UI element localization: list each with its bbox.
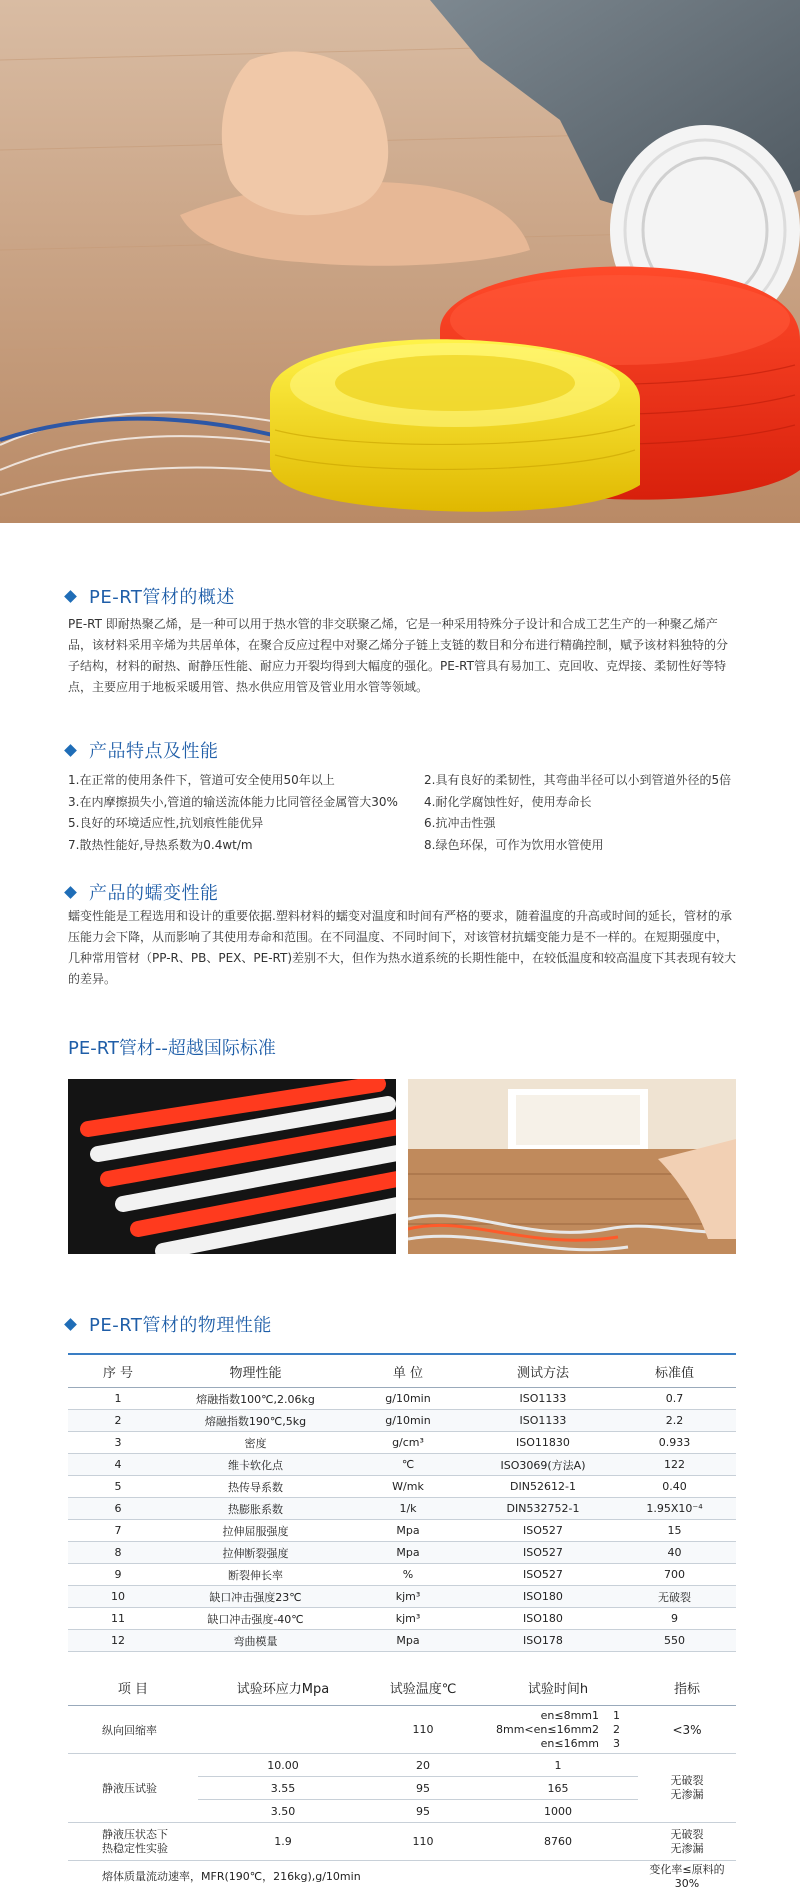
physical-heading (66, 1311, 272, 1337)
label-line: 静液压状态下 (102, 1827, 168, 1841)
standard-title: PE-RT管材--超越国际标准 (68, 1038, 276, 1059)
table-cell: 3.55 (198, 1777, 368, 1800)
table-cell: 0.7 (613, 1388, 736, 1410)
table-cell (478, 1706, 638, 1754)
table-cell: 熔融指数190℃,5kg (168, 1410, 343, 1432)
table-cell: 110 (368, 1706, 478, 1754)
table-cell: Mpa (343, 1542, 473, 1564)
table-cell: 密度 (168, 1432, 343, 1454)
table-row (68, 1432, 736, 1454)
table-cell: g/10min (343, 1410, 473, 1432)
creep-title: 产品的蠕变性能 (89, 883, 219, 904)
table-cell: 静液压试验 (68, 1754, 198, 1823)
table-cell: 8760 (478, 1823, 638, 1861)
table-cell: 5 (68, 1476, 168, 1498)
feature-item: 7.散热性能好,导热系数为0.4wt/m (68, 837, 253, 852)
table-row (68, 1823, 736, 1861)
table-header-row (68, 1669, 736, 1706)
shrink-condition: 8mm<en≤16mm2 (495, 1722, 600, 1736)
column-header: 项 目 (68, 1669, 198, 1706)
table-cell: 0.40 (613, 1476, 736, 1498)
table-cell: ISO180 (473, 1608, 613, 1630)
table-row (68, 1630, 736, 1652)
table-row (68, 1542, 736, 1564)
index-line: 无渗漏 (670, 1788, 704, 1801)
shrink-condition: en≤16mm (540, 1736, 600, 1750)
table-cell: 2.2 (613, 1410, 736, 1432)
feature-item: 5.良好的环境适应性,抗划痕性能优异 (68, 816, 264, 830)
table-row (68, 1388, 736, 1410)
table-cell: 165 (478, 1777, 638, 1800)
table-row (68, 1564, 736, 1586)
feature-item: 6.抗冲击性强 (424, 816, 496, 830)
table-cell: ℃ (343, 1454, 473, 1476)
table-cell: 热传导系数 (168, 1476, 343, 1498)
table-cell (638, 1754, 736, 1823)
bullet-diamond-icon (64, 886, 77, 899)
column-header: 试验时间h (478, 1669, 638, 1706)
table-cell: kjm³ (343, 1586, 473, 1608)
test-table (68, 1669, 736, 1890)
table-cell: 变化率≤原料的30% (649, 1863, 725, 1890)
bullet-diamond-icon (64, 1318, 77, 1331)
table-cell: 断裂伸长率 (168, 1564, 343, 1586)
overview-text: PE-RT 即耐热聚乙烯，是一种可以用于热水管的非交联聚乙烯，它是一种采用特殊分子设计和合成工艺生产的一种聚乙烯产品，该材料采用辛烯为共居单体，在聚合反应过程中对聚乙烯分子链上支链的数目和分布进行精确控制，赋予该材料独特的分子结构，材料的耐热、耐静压性能、耐应力开裂均得到大幅度的强化。PE-RT管具有易加工、克回收、克焊接、柔韧性好等特点，主要应用于地板采暖用管、热水供应用管及管业用水管等领域。 (68, 617, 729, 694)
table-row (68, 1498, 736, 1520)
shrink-number: 3 (613, 1736, 621, 1750)
features-heading (66, 737, 219, 763)
features-row (68, 836, 748, 858)
shrink-condition: en≤8mm1 (540, 1708, 600, 1722)
shrink-number: 1 (613, 1708, 621, 1722)
column-header: 指标 (638, 1669, 736, 1706)
feature-item: 2.具有良好的柔韧性，其弯曲半径可以小到管道外径的5倍 (424, 773, 732, 787)
table-row (68, 1410, 736, 1432)
table-cell: 700 (613, 1564, 736, 1586)
column-header: 序 号 (68, 1354, 168, 1388)
table-cell: 缺口冲击强度-40℃ (168, 1608, 343, 1630)
table-cell: 9 (613, 1608, 736, 1630)
table-cell: 1.9 (198, 1823, 368, 1861)
table-cell: 110 (368, 1823, 478, 1861)
table-cell: 1 (68, 1388, 168, 1410)
table-cell: 12 (68, 1630, 168, 1652)
table-cell: ISO527 (473, 1542, 613, 1564)
table-cell: DIN532752-1 (473, 1498, 613, 1520)
features-row (68, 793, 748, 815)
features-row (68, 814, 748, 836)
table-cell (638, 1823, 736, 1861)
features-title: 产品特点及性能 (89, 741, 219, 762)
table-cell: 弯曲模量 (168, 1630, 343, 1652)
table-cell: 95 (368, 1777, 478, 1800)
table-cell: ISO1133 (473, 1410, 613, 1432)
index-line: 无破裂 (670, 1827, 704, 1841)
table-cell: % (343, 1564, 473, 1586)
table-cell: 1.95X10⁻⁴ (613, 1498, 736, 1520)
table-cell: 拉伸屈服强度 (168, 1520, 343, 1542)
table-cell: 3.50 (198, 1800, 368, 1823)
table-cell: 20 (368, 1754, 478, 1777)
pipes-photo (68, 1079, 396, 1254)
table-cell: 1000 (478, 1800, 638, 1823)
column-header: 标准值 (613, 1354, 736, 1388)
table-row (68, 1861, 736, 1891)
physical-title: PE-RT管材的物理性能 (89, 1315, 272, 1336)
column-header: 试验温度℃ (368, 1669, 478, 1706)
table-cell (198, 1706, 368, 1754)
table-cell: ISO180 (473, 1586, 613, 1608)
index-line: 无破裂 (670, 1774, 704, 1787)
table-cell: ISO1133 (473, 1388, 613, 1410)
floor-heating-photo (408, 1079, 736, 1254)
table-row (68, 1754, 736, 1777)
feature-item: 8.绿色环保，可作为饮用水管使用 (424, 837, 604, 852)
table-cell: 无破裂 (613, 1586, 736, 1608)
overview-title: PE-RT管材的概述 (89, 587, 235, 608)
table-cell: <3% (638, 1706, 736, 1754)
creep-text: 蠕变性能是工程选用和设计的重要依据.塑料材料的蠕变对温度和时间有严格的要求，随着温度的升高或时间的延长，管材的承压能力会下降，从而影响了其使用寿命和范围。在不同温度、不同时间下，对该管材抗蠕变能力是不一样的。在短期强度中，几种常用管材（PP-R、PB、PEX、PE-RT)差别不大，但作为热水道系统的长期性能中，在较低温度和较高温度下其表现有较大的差异。 (68, 909, 737, 986)
table-cell: 热膨胀系数 (168, 1498, 343, 1520)
creep-heading (66, 879, 219, 905)
table-header-row (68, 1354, 736, 1388)
table-cell: 3 (68, 1432, 168, 1454)
table-cell: 缺口冲击强度23℃ (168, 1586, 343, 1608)
table-cell: 15 (613, 1520, 736, 1542)
index-line: 无渗漏 (670, 1841, 704, 1855)
table-cell: 8 (68, 1542, 168, 1564)
physical-properties-table (68, 1353, 736, 1652)
feature-item: 1.在正常的使用条件下，管道可安全使用50年以上 (68, 773, 335, 787)
table-cell: ISO178 (473, 1630, 613, 1652)
table-row (68, 1608, 736, 1630)
table-cell: 4 (68, 1454, 168, 1476)
table-cell: 95 (368, 1800, 478, 1823)
table-cell: 6 (68, 1498, 168, 1520)
table-cell: W/mk (343, 1476, 473, 1498)
column-header: 试验环应力Mpa (198, 1669, 368, 1706)
table-cell: 拉伸断裂强度 (168, 1542, 343, 1564)
table-cell: 2 (68, 1410, 168, 1432)
table-row (68, 1476, 736, 1498)
table-cell: 1/k (343, 1498, 473, 1520)
features-list (68, 771, 748, 857)
feature-item: 3.在内摩擦损失小,管道的输送流体能力比同管径金属管大30% (68, 794, 398, 809)
table-cell: 维卡软化点 (168, 1454, 343, 1476)
table-cell: 11 (68, 1608, 168, 1630)
table-cell: 40 (613, 1542, 736, 1564)
table-cell: DIN52612-1 (473, 1476, 613, 1498)
features-row (68, 771, 748, 793)
table-cell: 1 (478, 1754, 638, 1777)
feature-item: 4.耐化学腐蚀性好，使用寿命长 (424, 794, 592, 809)
table-cell: kjm³ (343, 1608, 473, 1630)
table-cell: g/10min (343, 1388, 473, 1410)
shrink-number: 2 (613, 1722, 621, 1736)
column-header: 测试方法 (473, 1354, 613, 1388)
label-line: 热稳定性实验 (102, 1841, 168, 1855)
column-header: 物理性能 (168, 1354, 343, 1388)
table-cell: 10.00 (198, 1754, 368, 1777)
table-cell: 9 (68, 1564, 168, 1586)
table-cell: ISO527 (473, 1564, 613, 1586)
table-cell: 7 (68, 1520, 168, 1542)
table-cell: 熔体质量流动速率，MFR(190℃，216kg),g/10min (102, 1869, 361, 1883)
table-cell: Mpa (343, 1520, 473, 1542)
table-cell: 10 (68, 1586, 168, 1608)
table-row (68, 1586, 736, 1608)
table-cell: g/cm³ (343, 1432, 473, 1454)
table-cell (68, 1823, 198, 1861)
table-cell: 纵向回缩率 (68, 1706, 198, 1754)
table-cell: ISO11830 (473, 1432, 613, 1454)
table-row (68, 1454, 736, 1476)
table-row (68, 1706, 736, 1754)
table-cell: 熔融指数100℃,2.06kg (168, 1388, 343, 1410)
table-cell: Mpa (343, 1630, 473, 1652)
bullet-diamond-icon (64, 590, 77, 603)
table-row (68, 1520, 736, 1542)
table-cell: 0.933 (613, 1432, 736, 1454)
hero-image (0, 0, 800, 523)
overview-heading (66, 583, 235, 609)
table-cell: ISO3069(方法A) (473, 1454, 613, 1476)
table-cell: 122 (613, 1454, 736, 1476)
table-cell: ISO527 (473, 1520, 613, 1542)
table-cell: 550 (613, 1630, 736, 1652)
bullet-diamond-icon (64, 744, 77, 757)
column-header: 单 位 (343, 1354, 473, 1388)
